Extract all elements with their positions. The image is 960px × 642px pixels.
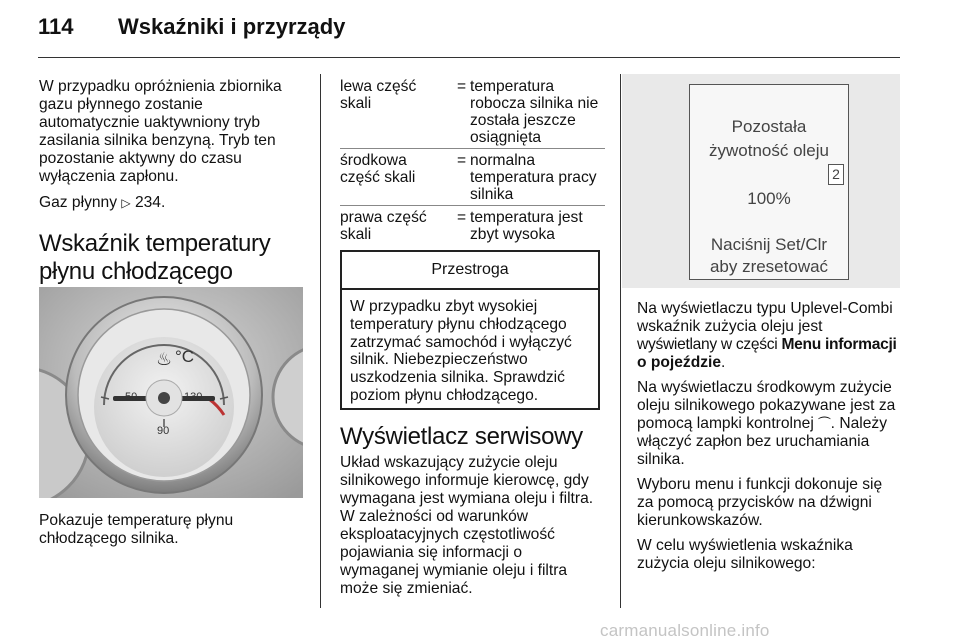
column-3-text [637,300,903,573]
definition-term: prawa część [340,209,427,226]
text-punct: . [721,354,726,371]
text-line: W przypadku opróżnienia zbiornika [39,78,282,95]
watermark: carmanualsonline.info [600,621,770,640]
heading-line: płynu chłodzącego [39,258,233,285]
definition-row [340,78,605,146]
definition-desc: temperatura jest [470,209,583,226]
text-line: Układ wskazujący zużycie oleju [340,454,558,471]
definition-desc: normalna [470,152,536,169]
oil-life-display-image [622,74,900,288]
text-line: pomocą lampki kontrolnej [637,415,819,432]
arrow-right-icon: ▷ [121,196,131,210]
text-line: gazu płynnego zostanie [39,96,203,113]
definition-row [340,152,605,203]
caution-title: Przestroga [342,252,598,290]
menu-name-bold: Menu informacji [781,336,897,353]
text-line: uszkodzenia silnika. Sprawdzić [350,369,565,387]
text-line: zasilania silnika benzyną. Tryb ten [39,132,276,149]
text-line: chłodzącego silnika. [39,530,179,547]
definition-desc: robocza silnika nie [470,95,599,112]
text-line: wskaźnik zużycia oleju jest [637,318,823,335]
text-line: W celu wyświetlenia wskaźnika [637,537,853,554]
display-page-badge: 2 [828,164,844,185]
coolant-gauge-photo [39,287,303,498]
text-line: wymaganej wymianie oleju i filtra [340,562,568,579]
gauge-unit: °C [175,347,195,366]
text-line: zatrzymać samochód i wyłączyć [350,333,572,351]
definition-desc: została jeszcze [470,112,576,129]
display-line-remaining: Pozostała [731,117,807,136]
definition-table [340,78,605,243]
text-line: poziom płynu chłodzącego. [350,386,539,404]
row-separator [340,148,605,149]
gauge-caption [39,512,309,548]
text-line: wymagana jest wymiana oleju i filtra. [340,490,594,507]
text-line: oleju silnikowego pokazywane jest za [637,397,896,414]
caution-text [342,290,598,413]
intro-paragraph [39,78,309,186]
text-line: wyświetlany w części [637,336,782,353]
column-1 [39,78,309,286]
uplevel-paragraph [637,300,903,372]
menu-selection-paragraph [637,476,903,530]
display-line-reset: aby zresetować [709,257,829,276]
text-line: eksploatacyjnych częstotliwość [340,526,555,543]
text-line: kierunkowskazów. [637,512,763,529]
text-line: Na wyświetlaczu środkowym zużycie [637,379,892,396]
definition-desc: osiągnięta [470,129,542,146]
text-line: silnikowego informuje kierowcę, gdy [340,472,589,489]
text-line: W przypadku zbyt wysokiej [350,298,538,315]
definition-term: część skali [340,169,416,186]
service-paragraph [340,454,615,598]
text-line: może się zmieniać. [340,580,473,597]
text-line: Na wyświetlaczu typu Uplevel-Combi [637,300,893,317]
cross-reference[interactable] [39,194,309,212]
text-line: zużycia oleju silnikowego: [637,555,816,572]
definition-term: skali [340,95,372,112]
gauge-mark-90: 90 [157,425,170,437]
coolant-temperature-icon: ♨ [156,349,173,369]
definition-desc: zbyt wysoka [470,226,555,243]
text-line: automatycznie uaktywniony tryb [39,114,261,131]
row-separator [340,205,605,206]
equals-sign: = [457,152,467,169]
text-line: temperatury płynu chłodzącego [350,315,567,333]
section-heading-service: Wyświetlacz serwisowy [340,423,583,450]
text-line: W zależności od warunków [340,508,529,525]
text-line: Pokazuje temperaturę płynu [39,512,234,529]
display-screen [689,84,849,280]
definition-term: skali [340,226,372,243]
text-line: za pomocą przycisków na dźwigni [637,494,872,511]
definition-term: środkowa [340,152,407,169]
text-line: włączyć zapłon bez uruchamiania [637,433,870,450]
equals-sign: = [457,209,467,226]
definition-term: lewa część [340,78,417,95]
section-heading-coolant [39,230,309,286]
definition-desc: temperatura pracy [470,169,597,186]
reference-page: 234. [134,194,166,211]
display-line-press: Naciśnij Set/Clr [710,235,828,254]
equals-sign: = [457,78,467,95]
definition-desc: temperatura [470,78,555,95]
column-divider-2 [620,74,621,608]
instruction-paragraph [637,537,903,573]
header-rule [38,57,900,58]
oil-can-icon: ⏜ [818,416,831,431]
display-line-oil-life: żywotność oleju [708,141,829,160]
gauge-mark-130: 130 [184,391,203,403]
caution-box [340,250,600,410]
text-line: pojawiania się informacji o [340,544,523,561]
definition-row [340,209,605,243]
text-line: silnika. [637,451,685,468]
central-display-paragraph [637,379,903,469]
page-header-title: Wskaźniki i przyrządy [118,14,346,39]
text-line: pozostanie aktywny do czasu [39,150,242,167]
definition-desc: silnika [470,186,514,203]
display-percent: 100% [747,189,791,208]
menu-name-bold: o pojeździe [637,354,722,371]
reference-label: Gaz płynny [39,194,118,211]
page-number: 114 [38,14,74,39]
column-divider-1 [320,74,321,608]
text-line: Wyboru menu i funkcji dokonuje się [637,476,883,493]
heading-line: Wskaźnik temperatury [39,230,271,257]
text-line: silnik. Niebezpieczeństwo [350,351,528,369]
gauge-mark-50: 50 [125,391,138,403]
text-line: . Należy [830,415,887,432]
text-line: wyłączenia zapłonu. [39,168,179,185]
